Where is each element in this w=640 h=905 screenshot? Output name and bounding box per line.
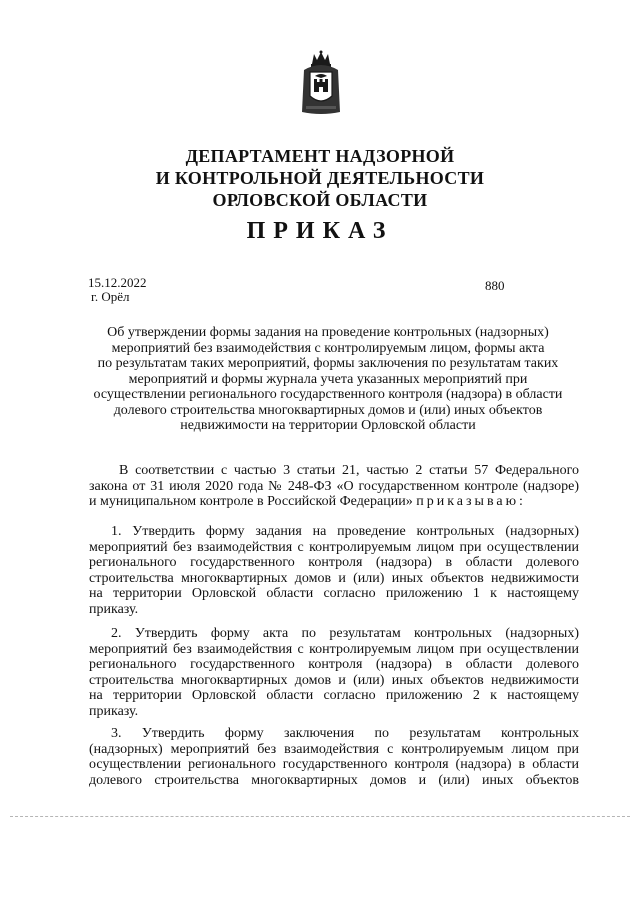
coat-of-arms-icon: [300, 50, 342, 116]
preamble-text: и муниципальном контроле в Российской Федерации»: [89, 494, 413, 510]
item-line: 2. Утвердить форму акта по результатам контрольных (надзорных): [111, 626, 579, 641]
preamble-line: закона от 31 июля 2020 года № 248-ФЗ «О государственном контроле (надзоре): [89, 478, 579, 494]
item-line: 3. Утвердить форму заключения по результатам контрольных: [111, 726, 579, 741]
item-line: мероприятий без взаимодействия с контролируемым лицом при осуществлении: [89, 641, 579, 657]
subject-line: долевого строительства многоквартирных домов и (или) иных объектов: [113, 402, 543, 418]
department-title: [0, 145, 640, 211]
subject-line: мероприятий без взаимодействия с контролируемым лицом, формы акта: [111, 340, 545, 356]
item-line: мероприятий без взаимодействия с контролируемым лицом при осуществлении: [89, 539, 579, 555]
item-1-paragraph: [89, 524, 579, 618]
item-line: регионального государственного контроля (надзора) в области долевого: [89, 555, 579, 571]
order-subject: [80, 325, 576, 434]
subject-line: недвижимости на территории Орловской области: [180, 418, 476, 433]
item-line: 1. Утвердить форму задания на проведение контрольных (надзорных): [111, 524, 579, 539]
item-line: приказу.: [89, 703, 139, 719]
order-date: 15.12.2022: [88, 275, 147, 290]
item-line: строительства многоквартирных домов и (или) иных объектов недвижимости: [89, 570, 579, 586]
order-verb: приказываю:: [416, 494, 526, 510]
item-line: осуществлении регионального государственного контроля (надзора) в области: [89, 757, 579, 773]
page-cut-line: [10, 816, 630, 817]
item-line: на территории Орловской области согласно приложению 1 к настоящему: [89, 586, 579, 602]
subject-line: по результатам таких мероприятий, формы заключения по результатам таких: [97, 356, 559, 371]
department-title-line: И КОНТРОЛЬНОЙ ДЕЯТЕЛЬНОСТИ: [155, 168, 485, 188]
preamble-line: В соответствии с частью 3 статьи 21, частью 2 статьи 57 Федерального: [119, 463, 579, 478]
item-line: строительства многоквартирных домов и (или) иных объектов недвижимости: [89, 672, 579, 688]
item-line: приказу.: [89, 601, 139, 617]
subject-line: мероприятий и формы журнала учета указанных мероприятий при: [128, 371, 528, 387]
item-2-paragraph: [89, 626, 579, 720]
order-city: г. Орёл: [91, 289, 130, 304]
preamble-line: [89, 494, 579, 510]
item-line: (надзорных) мероприятий без взаимодействия с контролируемым лицом при: [89, 741, 579, 757]
order-number: 880: [485, 278, 505, 293]
department-title-line: ОРЛОВСКОЙ ОБЛАСТИ: [212, 190, 428, 210]
item-line: регионального государственного контроля (надзора) в области долевого: [89, 657, 579, 673]
department-title-line: ДЕПАРТАМЕНТ НАДЗОРНОЙ: [185, 146, 455, 166]
item-line: долевого строительства многоквартирных домов и (или) иных объектов: [89, 772, 579, 788]
subject-line: Об утверждении формы задания на проведение контрольных (надзорных): [107, 325, 549, 340]
order-title: ПРИКАЗ: [246, 218, 394, 244]
preamble-paragraph: [89, 463, 579, 510]
item-line: на территории Орловской области согласно приложению 2 к настоящему: [89, 688, 579, 704]
item-3-paragraph: [89, 726, 579, 788]
subject-line: осуществлении регионального государственного контроля (надзора) в области: [93, 387, 563, 402]
